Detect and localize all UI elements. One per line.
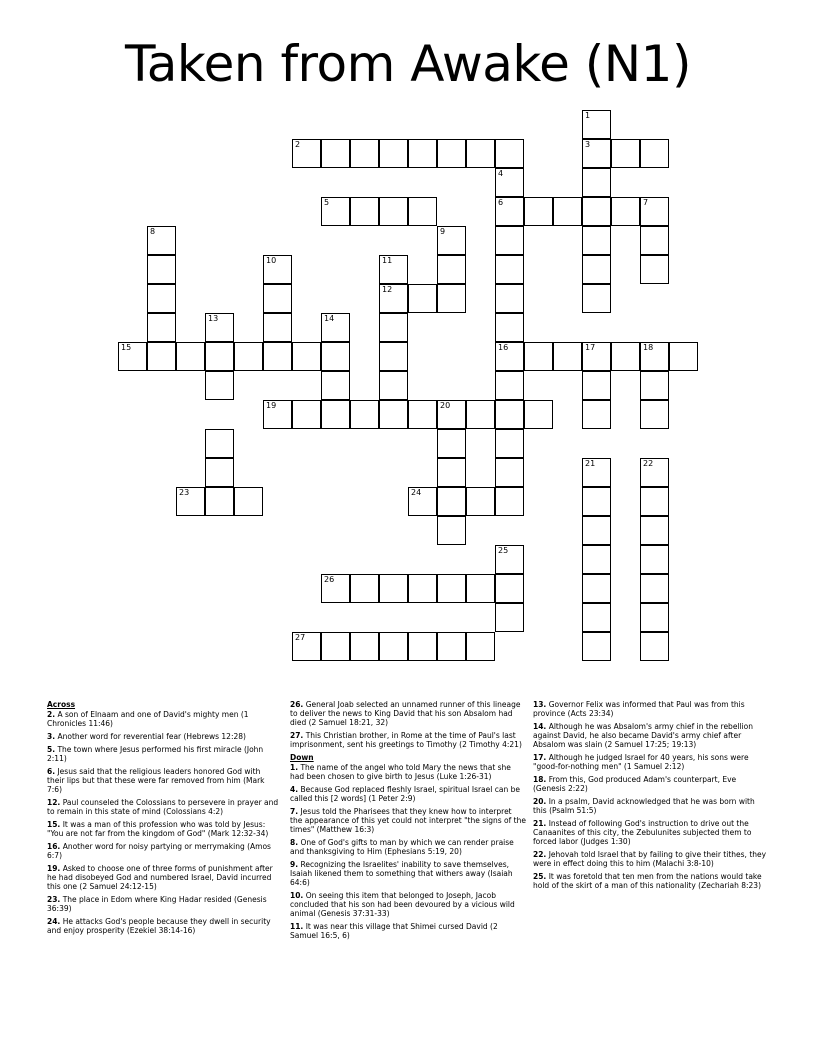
grid-cell[interactable]: [553, 342, 582, 371]
clues-column-2: [290, 700, 526, 944]
clue-text: Jesus said that the religious leaders honored God with their lips but that these were far removed from him (Mark 7:6): [47, 767, 265, 794]
clue-text: From this, God produced Adam's counterpart, Eve (Genesis 2:22): [533, 775, 737, 793]
grid-cell[interactable]: [147, 342, 176, 371]
clue-text: Governor Felix was informed that Paul was from this province (Acts 23:34): [533, 700, 745, 718]
clue-item: [290, 891, 526, 918]
grid-cell[interactable]: [466, 574, 495, 603]
clue-item: [47, 798, 279, 816]
grid-cell[interactable]: [147, 226, 176, 255]
clue-number: 17.: [533, 753, 547, 762]
cell-number: 6: [498, 198, 504, 207]
clue-number: 22.: [533, 850, 547, 859]
clue-text: Instead of following God's instruction to drive out the Canaanites of this city, the Zebulunites subjected them to forced labor (Judges 1:30): [533, 819, 752, 846]
grid-cell[interactable]: [321, 197, 350, 226]
clue-item: [290, 838, 526, 856]
clue-item: [533, 753, 769, 771]
clue-number: 9.: [290, 860, 299, 869]
grid-cell[interactable]: [379, 197, 408, 226]
grid-cell[interactable]: [611, 139, 640, 168]
clue-number: 16.: [47, 842, 61, 851]
clue-text: A son of Elnaam and one of David's mighty men (1 Chronicles 11:46): [47, 710, 249, 728]
clue-number: 24.: [47, 917, 61, 926]
clue-text: It was foretold that ten men from the nations would take hold of the skirt of a man of this nationality (Zechariah 8:23): [533, 872, 762, 890]
grid-cell[interactable]: [147, 313, 176, 342]
clue-number: 1.: [290, 763, 299, 772]
grid-cell[interactable]: [495, 255, 524, 284]
clue-number: 27.: [290, 731, 304, 740]
clue-number: 18.: [533, 775, 547, 784]
grid-cell[interactable]: [350, 632, 379, 661]
grid-cell[interactable]: [176, 342, 205, 371]
grid-cell[interactable]: [437, 516, 466, 545]
grid-cell[interactable]: [350, 400, 379, 429]
cell-number: 25: [498, 546, 509, 555]
grid-cell[interactable]: [495, 487, 524, 516]
grid-cell[interactable]: [437, 458, 466, 487]
clue-item: [533, 722, 769, 749]
clue-item: [533, 700, 769, 718]
grid-cell[interactable]: [292, 400, 321, 429]
grid-cell[interactable]: [205, 429, 234, 458]
grid-cell[interactable]: [379, 342, 408, 371]
cell-number: 22: [643, 459, 654, 468]
clue-text: Recognizing the Israelites' inability to save themselves, Isaiah likened them to something that withers away (Isaiah 64:6): [290, 860, 513, 887]
grid-cell[interactable]: [263, 284, 292, 313]
cell-number: 8: [150, 227, 156, 236]
grid-cell[interactable]: [466, 632, 495, 661]
clue-number: 12.: [47, 798, 61, 807]
grid-cell[interactable]: [582, 458, 611, 487]
grid-cell[interactable]: [205, 342, 234, 371]
grid-cell[interactable]: [379, 313, 408, 342]
grid-cell[interactable]: [234, 487, 263, 516]
grid-cell[interactable]: [582, 574, 611, 603]
grid-cell[interactable]: [205, 371, 234, 400]
clue-item: [290, 700, 526, 727]
grid-cell[interactable]: [553, 197, 582, 226]
clue-item: [290, 860, 526, 887]
grid-cell[interactable]: [640, 400, 669, 429]
grid-cell[interactable]: [582, 632, 611, 661]
grid-cell[interactable]: [582, 516, 611, 545]
grid-cell[interactable]: [321, 632, 350, 661]
grid-cell[interactable]: [582, 110, 611, 139]
grid-cell[interactable]: [379, 139, 408, 168]
clue-number: 15.: [47, 820, 61, 829]
cell-number: 5: [324, 198, 330, 207]
grid-cell[interactable]: [205, 487, 234, 516]
clue-number: 4.: [290, 785, 299, 794]
cell-number: 13: [208, 314, 219, 323]
grid-cell[interactable]: [640, 139, 669, 168]
grid-cell[interactable]: [640, 574, 669, 603]
grid-cell[interactable]: [495, 458, 524, 487]
grid-cell[interactable]: [118, 342, 147, 371]
grid-cell[interactable]: [640, 255, 669, 284]
grid-cell[interactable]: [263, 313, 292, 342]
clue-item: [290, 763, 526, 781]
grid-cell[interactable]: [205, 313, 234, 342]
down-heading: Down: [290, 753, 314, 762]
clue-number: 3.: [47, 732, 56, 741]
grid-cell[interactable]: [466, 487, 495, 516]
cell-number: 14: [324, 314, 335, 323]
grid-cell[interactable]: [379, 371, 408, 400]
grid-cell[interactable]: [379, 284, 408, 313]
clue-text: It was a man of this profession who was told by Jesus: "You are not far from the kingdom of God" (Mark 12:32-34): [47, 820, 269, 838]
clue-item: [533, 872, 769, 890]
grid-cell[interactable]: [437, 429, 466, 458]
grid-cell[interactable]: [379, 255, 408, 284]
grid-cell[interactable]: [321, 313, 350, 342]
clue-item: [47, 767, 279, 794]
clue-item: [47, 710, 279, 728]
clue-number: 20.: [533, 797, 547, 806]
cell-number: 23: [179, 488, 190, 497]
grid-cell[interactable]: [408, 632, 437, 661]
grid-cell[interactable]: [495, 429, 524, 458]
grid-cell[interactable]: [640, 342, 669, 371]
cell-number: 21: [585, 459, 596, 468]
clue-text: Paul counseled the Colossians to persevere in prayer and to remain in this state of mind (Colossians 4:2): [47, 798, 279, 816]
clue-number: 7.: [290, 807, 299, 816]
cell-number: 27: [295, 633, 306, 642]
grid-cell[interactable]: [350, 139, 379, 168]
clue-text: Because God replaced fleshly Israel, spiritual Israel can be called this [2 words] (1 Peter 2:9): [290, 785, 520, 803]
cell-number: 16: [498, 343, 509, 352]
clue-item: [47, 864, 279, 891]
grid-cell[interactable]: [408, 400, 437, 429]
grid-cell[interactable]: [408, 197, 437, 226]
clue-text: It was near this village that Shimei cursed David (2 Samuel 16:5, 6): [290, 922, 498, 940]
grid-cell[interactable]: [263, 400, 292, 429]
across-heading: Across: [47, 700, 76, 709]
grid-cell[interactable]: [437, 226, 466, 255]
clue-text: He attacks God's people because they dwell in security and enjoy prosperity (Ezekiel 38:14-16): [47, 917, 271, 935]
grid-cell[interactable]: [437, 284, 466, 313]
grid-cell[interactable]: [321, 371, 350, 400]
grid-cell[interactable]: [292, 632, 321, 661]
grid-cell[interactable]: [350, 574, 379, 603]
grid-cell[interactable]: [582, 284, 611, 313]
grid-cell[interactable]: [495, 400, 524, 429]
clue-item: [533, 797, 769, 815]
grid-cell[interactable]: [495, 545, 524, 574]
grid-cell[interactable]: [495, 342, 524, 371]
grid-cell[interactable]: [408, 487, 437, 516]
clue-item: [533, 775, 769, 793]
clue-text: One of God's gifts to man by which we can render praise and thanksgiving to Him (Ephesians 5:19, 20): [290, 838, 514, 856]
clue-item: [47, 842, 279, 860]
cell-number: 1: [585, 111, 591, 120]
clue-item: [533, 819, 769, 846]
cell-number: 17: [585, 343, 596, 352]
grid-cell[interactable]: [147, 284, 176, 313]
clue-number: 19.: [47, 864, 61, 873]
grid-cell[interactable]: [495, 284, 524, 313]
grid-cell[interactable]: [437, 487, 466, 516]
grid-cell[interactable]: [582, 371, 611, 400]
grid-cell[interactable]: [495, 574, 524, 603]
cell-number: 10: [266, 256, 277, 265]
clue-number: 8.: [290, 838, 299, 847]
grid-cell[interactable]: [379, 632, 408, 661]
clue-number: 21.: [533, 819, 547, 828]
clue-text: The place in Edom where King Hadar resided (Genesis 36:39): [47, 895, 267, 913]
grid-cell[interactable]: [466, 400, 495, 429]
puzzle-title: Taken from Awake (N1): [125, 35, 691, 93]
clues-column-3: [533, 700, 769, 894]
grid-cell[interactable]: [292, 139, 321, 168]
clue-text: Although he was Absalom's army chief in the rebellion against David, he also became David's army chief after Absalom was slain (2 Samuel 17:25; 19:13): [533, 722, 754, 749]
grid-cell[interactable]: [640, 603, 669, 632]
grid-cell[interactable]: [437, 255, 466, 284]
clue-item: [47, 917, 279, 935]
grid-cell[interactable]: [495, 313, 524, 342]
grid-cell[interactable]: [495, 603, 524, 632]
clue-number: 26.: [290, 700, 304, 709]
clue-text: Asked to choose one of three forms of punishment after he had disobeyed God and numbered Israel, David incurred this one (2 Samuel 24:12-15): [47, 864, 273, 891]
grid-cell[interactable]: [611, 342, 640, 371]
clue-number: 25.: [533, 872, 547, 881]
cell-number: 20: [440, 401, 451, 410]
grid-cell[interactable]: [292, 342, 321, 371]
grid-cell[interactable]: [640, 545, 669, 574]
clue-number: 2.: [47, 710, 56, 719]
grid-cell[interactable]: [640, 516, 669, 545]
grid-cell[interactable]: [466, 139, 495, 168]
grid-cell[interactable]: [321, 400, 350, 429]
grid-cell[interactable]: [263, 342, 292, 371]
clue-item: [533, 850, 769, 868]
grid-cell[interactable]: [379, 400, 408, 429]
clue-number: 11.: [290, 922, 304, 931]
grid-cell[interactable]: [437, 574, 466, 603]
grid-cell[interactable]: [495, 371, 524, 400]
grid-cell[interactable]: [582, 255, 611, 284]
grid-cell[interactable]: [176, 487, 205, 516]
grid-cell[interactable]: [379, 574, 408, 603]
clue-text: Jehovah told Israel that by failing to give their tithes, they were in effect doing this to him (Malachi 3:8-10): [533, 850, 767, 868]
grid-cell[interactable]: [582, 139, 611, 168]
grid-cell[interactable]: [582, 400, 611, 429]
clue-text: Jesus told the Pharisees that they knew how to interpret the appearance of this yet could not interpret "the signs of the times" (Matthew 16:3): [290, 807, 526, 834]
grid-cell[interactable]: [408, 139, 437, 168]
cell-number: 9: [440, 227, 446, 236]
grid-cell[interactable]: [437, 139, 466, 168]
cell-number: 24: [411, 488, 422, 497]
clue-text: This Christian brother, in Rome at the time of Paul's last imprisonment, sent his greetings to Timothy (2 Timothy 4:21): [290, 731, 522, 749]
cell-number: 3: [585, 140, 591, 149]
clue-text: On seeing this item that belonged to Joseph, Jacob concluded that his son had been devoured by a vicious wild animal (Genesis 37:31-33): [290, 891, 515, 918]
grid-cell[interactable]: [640, 197, 669, 226]
clue-number: 13.: [533, 700, 547, 709]
grid-cell[interactable]: [437, 632, 466, 661]
grid-cell[interactable]: [640, 371, 669, 400]
grid-cell[interactable]: [524, 197, 553, 226]
grid-cell[interactable]: [582, 603, 611, 632]
grid-cell[interactable]: [582, 487, 611, 516]
clue-number: 10.: [290, 891, 304, 900]
clue-text: Another word for noisy partying or merrymaking (Amos 6:7): [47, 842, 271, 860]
clue-text: Another word for reverential fear (Hebrews 12:28): [57, 732, 246, 741]
grid-cell[interactable]: [640, 632, 669, 661]
cell-number: 7: [643, 198, 649, 207]
grid-cell[interactable]: [524, 400, 553, 429]
grid-cell[interactable]: [495, 226, 524, 255]
grid-cell[interactable]: [408, 574, 437, 603]
cell-number: 19: [266, 401, 277, 410]
cell-number: 26: [324, 575, 335, 584]
grid-cell[interactable]: [234, 342, 263, 371]
clue-item: [47, 745, 279, 763]
clue-number: 5.: [47, 745, 56, 754]
grid-cell[interactable]: [582, 545, 611, 574]
grid-cell[interactable]: [582, 168, 611, 197]
grid-cell[interactable]: [495, 139, 524, 168]
grid-cell[interactable]: [582, 197, 611, 226]
grid-cell[interactable]: [205, 458, 234, 487]
grid-cell[interactable]: [640, 458, 669, 487]
cell-number: 4: [498, 169, 504, 178]
clue-text: General Joab selected an unnamed runner of this lineage to deliver the news to King David that his son Absalom had died (2 Samuel 18:21, 32): [290, 700, 521, 727]
grid-cell[interactable]: [640, 226, 669, 255]
grid-cell[interactable]: [611, 197, 640, 226]
grid-cell[interactable]: [321, 139, 350, 168]
grid-cell[interactable]: [350, 197, 379, 226]
clue-item: [290, 807, 526, 834]
clue-number: 6.: [47, 767, 56, 776]
clue-item: [290, 785, 526, 803]
grid-cell[interactable]: [321, 574, 350, 603]
cell-number: 2: [295, 140, 301, 149]
clue-item: [290, 731, 526, 749]
clue-text: Although he judged Israel for 40 years, his sons were "good-for-nothing men" (1 Samuel 2:12): [533, 753, 749, 771]
grid-cell[interactable]: [582, 226, 611, 255]
clue-text: The name of the angel who told Mary the news that she had been chosen to give birth to Jesus (Luke 1:26-31): [290, 763, 511, 781]
clue-item: [47, 895, 279, 913]
cell-number: 15: [121, 343, 132, 352]
clue-text: In a psalm, David acknowledged that he was born with this (Psalm 51:5): [533, 797, 755, 815]
clue-item: [47, 820, 279, 838]
cell-number: 18: [643, 343, 654, 352]
grid-cell[interactable]: [408, 284, 437, 313]
clue-number: 14.: [533, 722, 547, 731]
grid-cell[interactable]: [437, 400, 466, 429]
grid-cell[interactable]: [147, 255, 176, 284]
grid-cell[interactable]: [524, 342, 553, 371]
grid-cell[interactable]: [495, 197, 524, 226]
grid-cell[interactable]: [263, 255, 292, 284]
clue-number: 23.: [47, 895, 61, 904]
cell-number: 11: [382, 256, 393, 265]
clue-item: [290, 922, 526, 940]
clue-item: [47, 732, 279, 741]
clue-text: The town where Jesus performed his first miracle (John 2:11): [47, 745, 264, 763]
grid-cell[interactable]: [495, 168, 524, 197]
grid-cell[interactable]: [669, 342, 698, 371]
grid-cell[interactable]: [321, 342, 350, 371]
cell-number: 12: [382, 285, 393, 294]
clues-column-1: [47, 700, 279, 939]
grid-cell[interactable]: [582, 342, 611, 371]
grid-cell[interactable]: [640, 487, 669, 516]
